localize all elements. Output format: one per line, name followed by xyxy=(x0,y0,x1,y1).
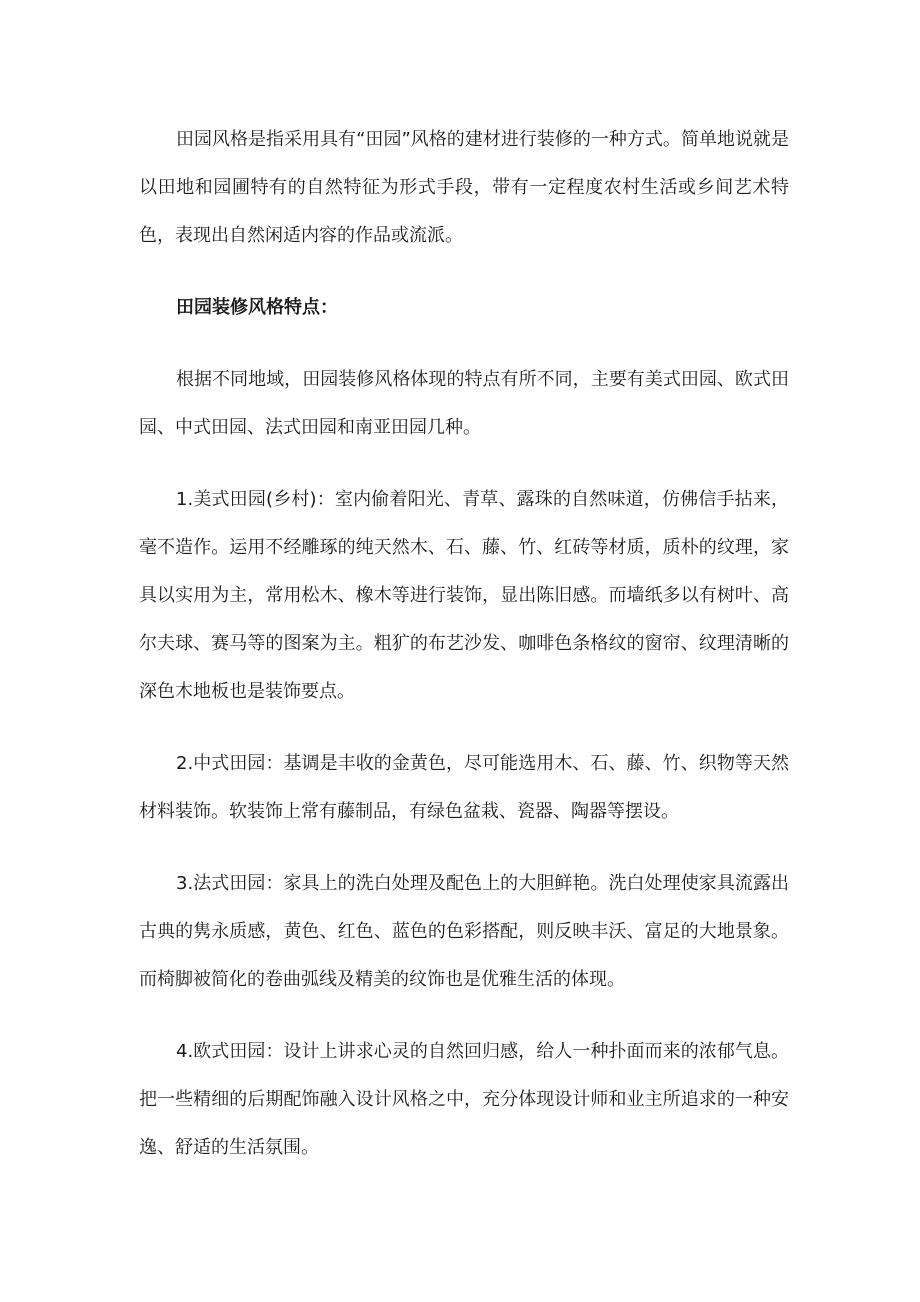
section-heading: 田园装修风格特点： xyxy=(176,297,338,318)
overview-paragraph: 根据不同地域，田园装修风格体现的特点有所不同，主要有美式田园、欧式田园、中式田园、法式田园和南亚田园几种。 xyxy=(139,369,789,438)
item-paragraph-american: 1.美式田园(乡村)：室内偷着阳光、青草、露珠的自然味道，仿佛信手拈来，毫不造作。运用不经雕琢的纯天然木、石、藤、竹、红砖等材质，质朴的纹理，家具以实用为主，常用松木、橡木等进行装饰，显出陈旧感。而墙纸多以有树叶、高尔夫球、赛马等的图案为主。粗犷的布艺沙发、咖啡色条格纹的窗帘、纹理清晰的深色木地板也是装饰要点。 xyxy=(139,489,789,702)
item-paragraph-european: 4.欧式田园：设计上讲求心灵的自然回归感，给人一种扑面而来的浓郁气息。把一些精细的后期配饰融入设计风格之中，充分体现设计师和业主所追求的一种安逸、舒适的生活氛围。 xyxy=(139,1041,789,1158)
item-paragraph-french: 3.法式田园：家具上的洗白处理及配色上的大胆鲜艳。洗白处理使家具流露出古典的隽永质感，黄色、红色、蓝色的色彩搭配，则反映丰沃、富足的大地景象。而椅脚被简化的卷曲弧线及精美的纹饰也是优雅生活的体现。 xyxy=(139,873,789,990)
document-body xyxy=(139,116,789,1196)
item-paragraph-chinese: 2.中式田园：基调是丰收的金黄色，尽可能选用木、石、藤、竹、织物等天然材料装饰。软装饰上常有藤制品，有绿色盆栽、瓷器、陶器等摆设。 xyxy=(139,753,789,822)
intro-paragraph: 田园风格是指采用具有“田园”风格的建材进行装修的一种方式。简单地说就是以田地和园圃特有的自然特征为形式手段，带有一定程度农村生活或乡间艺术特色，表现出自然闲适内容的作品或流派。 xyxy=(139,129,789,246)
